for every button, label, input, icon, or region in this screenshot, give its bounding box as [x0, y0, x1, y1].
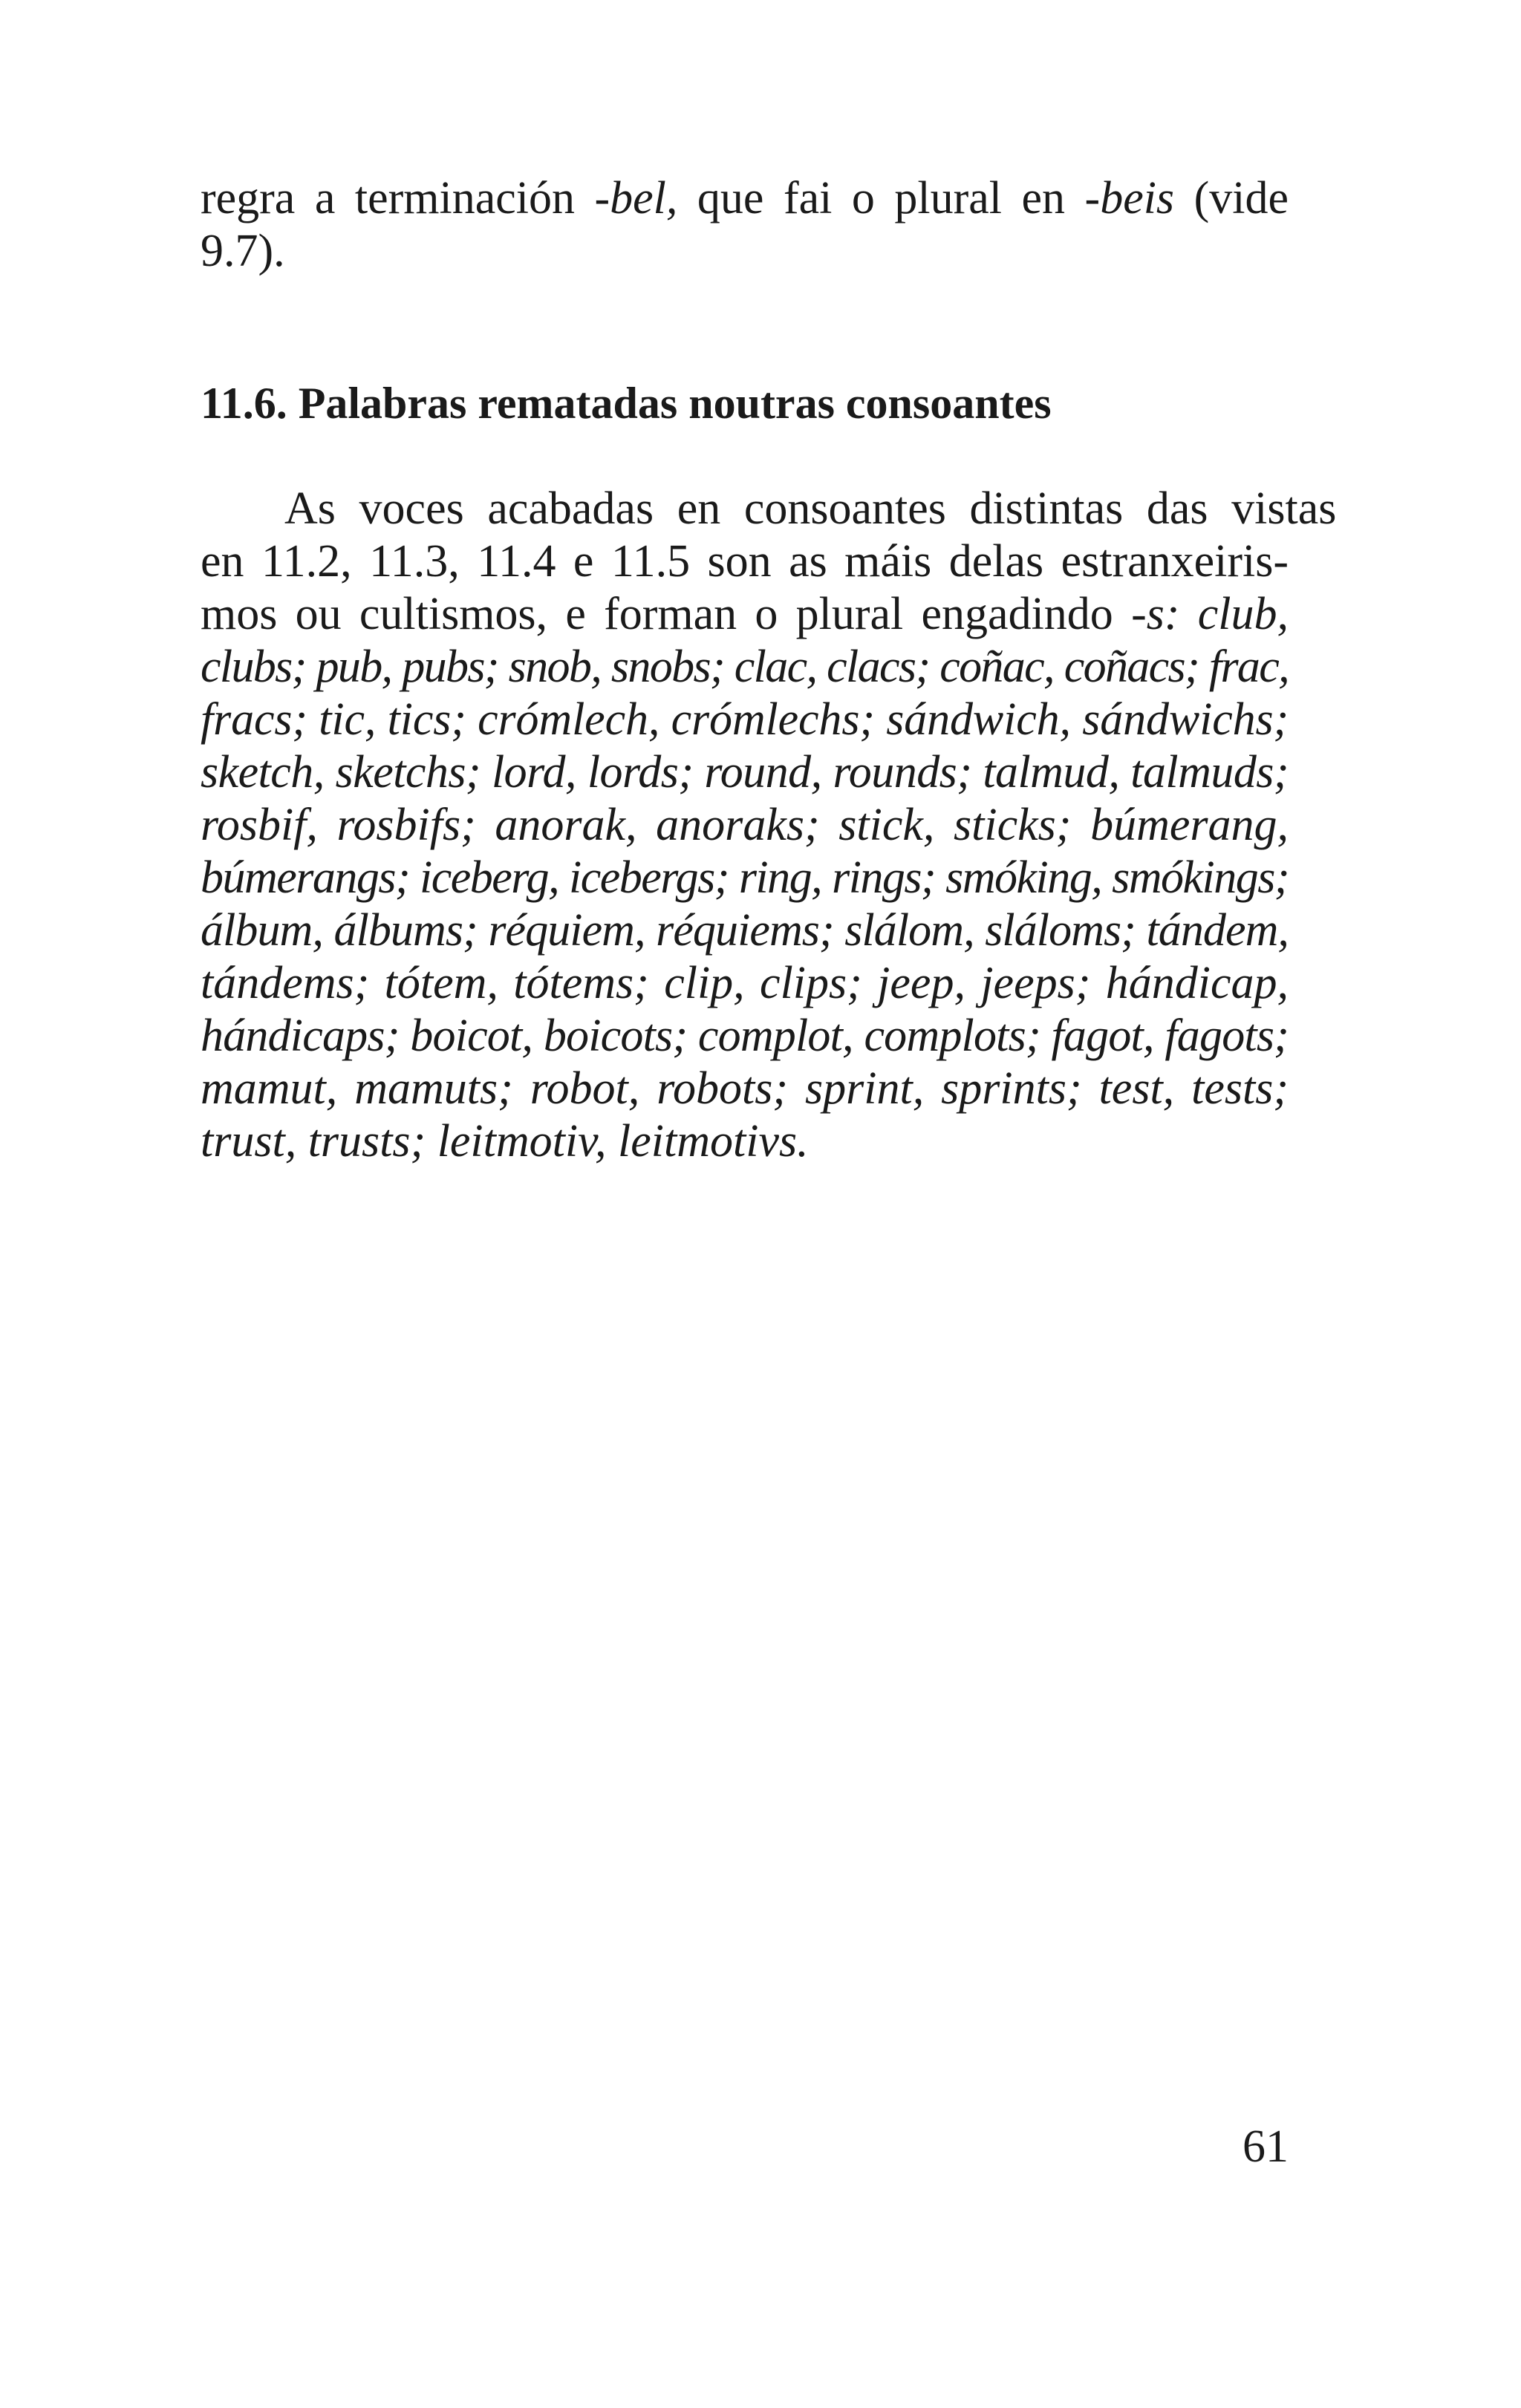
body-line-10: tándems; tótem, tótems; clip, clips; jeep, jeeps; hándicap, [201, 958, 1289, 1008]
body-line-12: mamut, mamuts; robot, robots; sprint, sprints; test, tests; [201, 1063, 1289, 1114]
body-line-9: álbum, álbums; réquiem, réquiems; slálom, sláloms; tándem, [201, 905, 1289, 956]
intro-paragraph [201, 172, 1289, 278]
intro-line-1: regra a terminación -bel, que fai o plural en -beis (vide [201, 173, 1289, 223]
italic-term-beis: -beis [1084, 173, 1175, 223]
body-line-8: búmerangs; iceberg, icebergs; ring, rings; smóking, smókings; [201, 852, 1289, 903]
body-line-1: As voces acabadas en consoantes distintas das vistas [284, 483, 1337, 534]
body-line-4: clubs; pub, pubs; snob, snobs; clac, clacs; coñac, coñacs; frac, [201, 642, 1289, 692]
body-line-7: rosbif, rosbifs; anorak, anoraks; stick, sticks; búmerang, [201, 800, 1289, 850]
body-line-6: sketch, sketchs; lord, lords; round, rounds; talmud, talmuds; [201, 747, 1289, 797]
page-number: 61 [1242, 2121, 1289, 2172]
body-line-2: en 11.2, 11.3, 11.4 e 11.5 son as máis delas estranxeiris- [201, 536, 1289, 587]
intro-line-2: 9.7). [201, 226, 285, 276]
italic-term-bel: -bel, [594, 173, 678, 223]
body-line-5: fracs; tic, tics; crómlech, crómlechs; sándwich, sándwichs; [201, 694, 1289, 745]
body-line-11: hándicaps; boicot, boicots; complot, complots; fagot, fagots; [201, 1011, 1289, 1061]
body-line-13: trust, trusts; leitmotiv, leitmotivs. [201, 1116, 809, 1167]
body-line-3: mos ou cultismos, e forman o plural engadindo -s: club, [201, 589, 1289, 639]
section-heading: 11.6. Palabras rematadas noutras consoantes [201, 379, 1052, 428]
body-paragraph [201, 483, 1337, 1168]
